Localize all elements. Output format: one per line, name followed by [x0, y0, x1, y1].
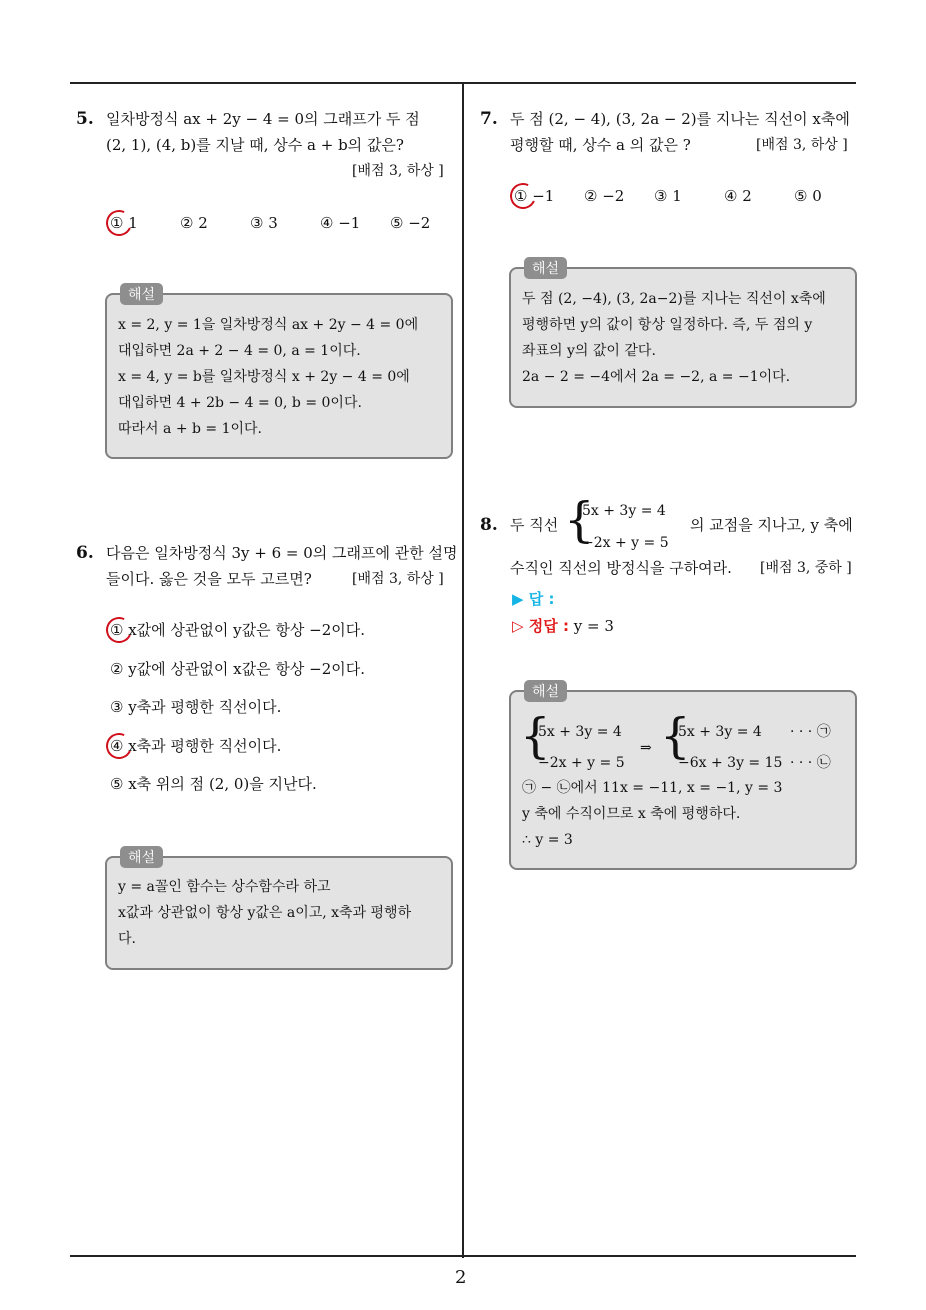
q5-choice-3[interactable]: ③ 3: [250, 214, 278, 232]
q7-expl-line2: 평행하면 y의 값이 항상 일정하다. 즉, 두 점의 y: [522, 317, 813, 333]
q7-choice-2[interactable]: ② −2: [584, 187, 625, 205]
q7-number: 7.: [480, 109, 498, 129]
q7-text-line2: 평행할 때, 상수 a 의 값은 ?: [510, 136, 691, 154]
q5-text-line2: (2, 1), (4, b)를 지날 때, 상수 a + b의 값은?: [106, 136, 404, 154]
q5-choice-4[interactable]: ④ −1: [320, 214, 361, 232]
q8-system-brace: {: [564, 492, 595, 548]
q8-explanation-tag: 해설: [524, 680, 567, 702]
q8-sys-left-2: −2x + y = 5: [538, 755, 625, 771]
q5-number: 5.: [76, 109, 94, 129]
q8-mark-1: · · · ㉠: [790, 724, 831, 740]
q7-choice-5[interactable]: ⑤ 0: [794, 187, 822, 205]
q5-expl-line2: 대입하면 2a + 2 − 4 = 0, a = 1이다.: [118, 343, 361, 359]
q6-option-4[interactable]: ④ x축과 평행한 직선이다.: [110, 737, 282, 755]
q8-arrow: ⇒: [640, 740, 652, 756]
q8-sys-left-1: 5x + 3y = 4: [538, 724, 622, 740]
q7-explanation-tag: 해설: [524, 257, 567, 279]
q5-expl-line5: 따라서 a + b = 1이다.: [118, 421, 262, 437]
q6-explanation-tag: 해설: [120, 846, 163, 868]
q5-explanation-tag: 해설: [120, 283, 163, 305]
q7-text-line1: 두 점 (2, − 4), (3, 2a − 2)를 지나는 직선이 x축에: [510, 110, 850, 128]
q5-choice-1[interactable]: ① 1: [110, 214, 138, 232]
q8-text-pre: 두 직선: [510, 516, 559, 534]
q8-score: [배점 3, 중하 ]: [760, 560, 852, 576]
q6-score: [배점 3, 하상 ]: [352, 571, 444, 587]
q8-eq1: 5x + 3y = 4: [582, 503, 666, 519]
q7-choice-3[interactable]: ③ 1: [654, 187, 682, 205]
q6-number: 6.: [76, 543, 94, 563]
q8-expl-brace-right: {: [660, 708, 691, 764]
q8-expl-line2: y 축에 수직이므로 x 축에 평행하다.: [522, 806, 741, 822]
q6-expl-line2: x값과 상관없이 항상 y값은 a이고, x축과 평행하: [118, 905, 412, 921]
q8-eq2: −2x + y = 5: [582, 535, 669, 551]
q5-expl-line4: 대입하면 4 + 2b − 4 = 0, b = 0이다.: [118, 395, 362, 411]
q7-expl-line3: 좌표의 y의 값이 같다.: [522, 343, 656, 359]
q8-mark-2: · · · ㉡: [790, 755, 831, 771]
q8-text-line2: 수직인 직선의 방정식을 구하여라.: [510, 559, 732, 577]
q6-option-2[interactable]: ② y값에 상관없이 x값은 항상 −2이다.: [110, 660, 365, 678]
q7-score: [배점 3, 하상 ]: [756, 137, 848, 153]
q6-expl-line3: 다.: [118, 931, 136, 947]
bottom-rule: [70, 1255, 856, 1257]
q6-option-3[interactable]: ③ y축과 평행한 직선이다.: [110, 698, 282, 716]
q6-text-line1: 다음은 일차방정식 3y + 6 = 0의 그래프에 관한 설명: [106, 544, 458, 562]
q6-expl-line1: y = a꼴인 함수는 상수함수라 하고: [118, 879, 331, 895]
q6-option-5[interactable]: ⑤ x축 위의 점 (2, 0)을 지난다.: [110, 775, 317, 793]
q7-choice-1[interactable]: ① −1: [514, 187, 555, 205]
q8-sys-right-2: −6x + 3y = 15: [678, 755, 783, 771]
q5-choice-5[interactable]: ⑤ −2: [390, 214, 431, 232]
q6-option-1[interactable]: ① x값에 상관없이 y값은 항상 −2이다.: [110, 621, 365, 639]
q8-expl-line1: ㉠ − ㉡에서 11x = −11, x = −1, y = 3: [522, 780, 783, 796]
q8-expl-brace-left: {: [520, 708, 551, 764]
q7-expl-line4: 2a − 2 = −4에서 2a = −2, a = −1이다.: [522, 369, 791, 385]
column-divider: [462, 82, 464, 1258]
q5-text-line1: 일차방정식 ax + 2y − 4 = 0의 그래프가 두 점: [106, 110, 420, 128]
q8-expl-line3: ∴ y = 3: [522, 832, 573, 848]
q8-answer-label: ▶ 답 :: [512, 590, 555, 608]
q8-correct-value: y = 3: [573, 617, 614, 635]
q5-choice-2[interactable]: ② 2: [180, 214, 208, 232]
page-number: 2: [455, 1267, 467, 1288]
q8-correct-label: ▷ 정답 :: [512, 617, 569, 635]
q8-text-post: 의 교점을 지나고, y 축에: [690, 516, 853, 534]
q5-expl-line1: x = 2, y = 1을 일차방정식 ax + 2y − 4 = 0에: [118, 317, 419, 333]
q5-score: [배점 3, 하상 ]: [352, 163, 444, 179]
q8-sys-right-1: 5x + 3y = 4: [678, 724, 762, 740]
q8-number: 8.: [480, 515, 498, 535]
q5-expl-line3: x = 4, y = b를 일차방정식 x + 2y − 4 = 0에: [118, 369, 410, 385]
q8-correct-row: [512, 613, 614, 639]
q6-text-line2: 들이다. 옳은 것을 모두 고르면?: [106, 570, 312, 588]
q7-choice-4[interactable]: ④ 2: [724, 187, 752, 205]
q7-expl-line1: 두 점 (2, −4), (3, 2a−2)를 지나는 직선이 x축에: [522, 291, 826, 307]
